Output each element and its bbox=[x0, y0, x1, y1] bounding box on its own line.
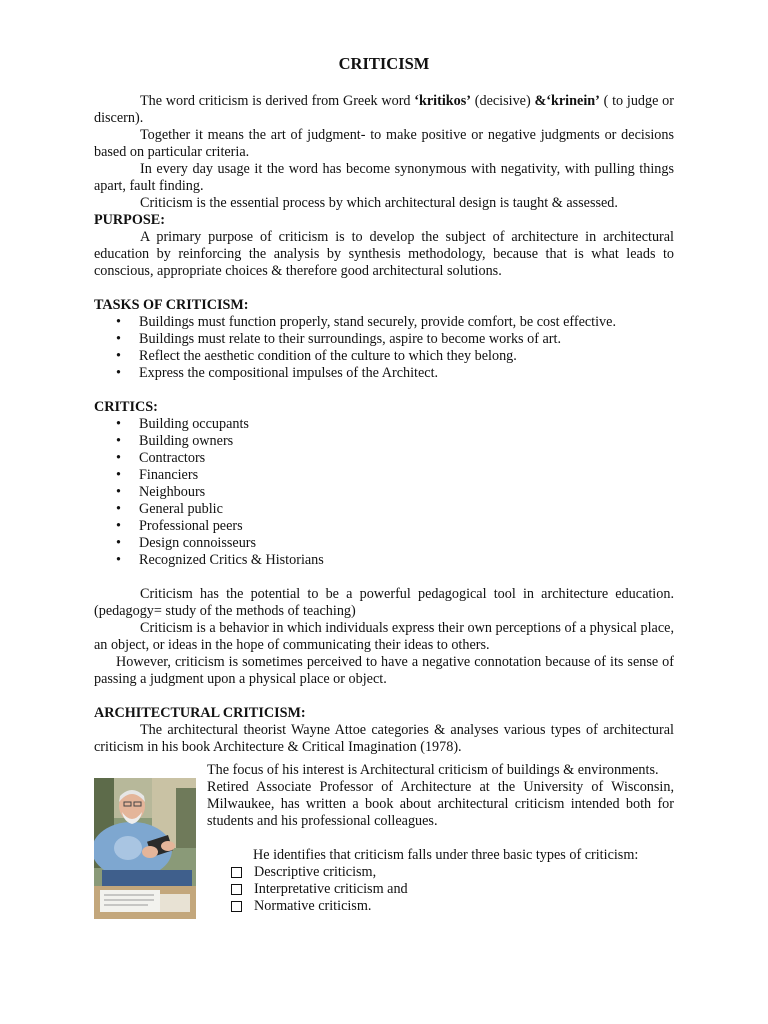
architectural-criticism-paragraph-3: Retired Associate Professor of Architecture at the University of Wisconsin, Milwaukee, has written a book about architectural criticism intended both for students and his professional colleagues. bbox=[207, 779, 674, 829]
body-paragraph-1: Criticism has the potential to be a powerful pedagogical tool in architecture education. (pedagogy= study of the methods of teaching) bbox=[94, 586, 674, 619]
checkbox-icon bbox=[231, 884, 242, 895]
list-item: • Recognized Critics & Historians bbox=[94, 552, 674, 569]
page-title: CRITICISM bbox=[338, 54, 430, 73]
list-item: • Buildings must relate to their surroundings, aspire to become works of art. bbox=[94, 331, 674, 348]
term-kritikos: ‘kritikos’ bbox=[414, 93, 472, 109]
checkbox-icon bbox=[231, 901, 242, 912]
critics-list bbox=[94, 416, 674, 569]
list-item: • Contractors bbox=[94, 450, 674, 467]
author-text bbox=[207, 762, 674, 915]
author-photo bbox=[94, 778, 196, 919]
intro-paragraph-4: Criticism is the essential process by which architectural design is taught & assessed. bbox=[140, 195, 618, 211]
purpose-heading: PURPOSE: bbox=[94, 212, 165, 228]
main-text bbox=[94, 93, 674, 756]
list-item: • Professional peers bbox=[94, 518, 674, 535]
list-item: Interpretative criticism and bbox=[207, 881, 674, 898]
architectural-criticism-paragraph-2: The focus of his interest is Architectural criticism of buildings & environments. bbox=[207, 762, 659, 778]
list-item: • Building occupants bbox=[94, 416, 674, 433]
list-item: • Financiers bbox=[94, 467, 674, 484]
intro-paragraph-2: Together it means the art of judgment- to make positive or negative judgments or decisions based on particular criteria. bbox=[94, 127, 674, 160]
author-photo-illustration bbox=[94, 778, 196, 919]
body-paragraph-2: Criticism is a behavior in which individuals express their own perceptions of a physical place, an object, or ideas in the hope of communicating their ideas to others. bbox=[94, 620, 674, 653]
list-item: • Building owners bbox=[94, 433, 674, 450]
list-item: Descriptive criticism, bbox=[207, 864, 674, 881]
critics-heading: CRITICS: bbox=[94, 399, 158, 415]
criticism-types-list bbox=[207, 864, 674, 915]
purpose-paragraph: A primary purpose of criticism is to develop the subject of architecture in architectural education by reinforcing the analysis by synthesis methodology, because that is what leads to conscious, appropriate choices & therefore good architectural solutions. bbox=[94, 229, 674, 279]
tasks-list bbox=[94, 314, 674, 382]
list-item: • Buildings must function properly, stand securely, provide comfort, be cost effective. bbox=[94, 314, 674, 331]
list-item: Normative criticism. bbox=[207, 898, 674, 915]
checkbox-icon bbox=[231, 867, 242, 878]
body-paragraph-3: However, criticism is sometimes perceived to have a negative connotation because of its sense of passing a judgment upon a physical place or object. bbox=[94, 654, 674, 687]
architectural-criticism-heading: ARCHITECTURAL CRITICISM: bbox=[94, 705, 306, 721]
list-item: • Neighbours bbox=[94, 484, 674, 501]
list-item: • Express the compositional impulses of the Architect. bbox=[94, 365, 674, 382]
intro-paragraph-3: In every day usage it the word has become synonymous with negativity, with pulling things apart, fault finding. bbox=[94, 161, 674, 194]
architectural-criticism-paragraph-1: The architectural theorist Wayne Attoe categories & analyses various types of architectural criticism in his book Architecture & Critical Imagination (1978). bbox=[94, 722, 674, 755]
intro-paragraph-1: The word criticism is derived from Greek word ‘kritikos’ (decisive) &‘krinein’ ( to judge or discern). bbox=[94, 93, 674, 126]
list-item: • General public bbox=[94, 501, 674, 518]
term-krinein: &‘krinein’ bbox=[534, 93, 600, 109]
architectural-criticism-paragraph-4: He identifies that criticism falls under three basic types of criticism: bbox=[253, 847, 639, 863]
list-item: • Reflect the aesthetic condition of the culture to which they belong. bbox=[94, 348, 674, 365]
list-item: • Design connoisseurs bbox=[94, 535, 674, 552]
tasks-heading: TASKS OF CRITICISM: bbox=[94, 297, 249, 313]
